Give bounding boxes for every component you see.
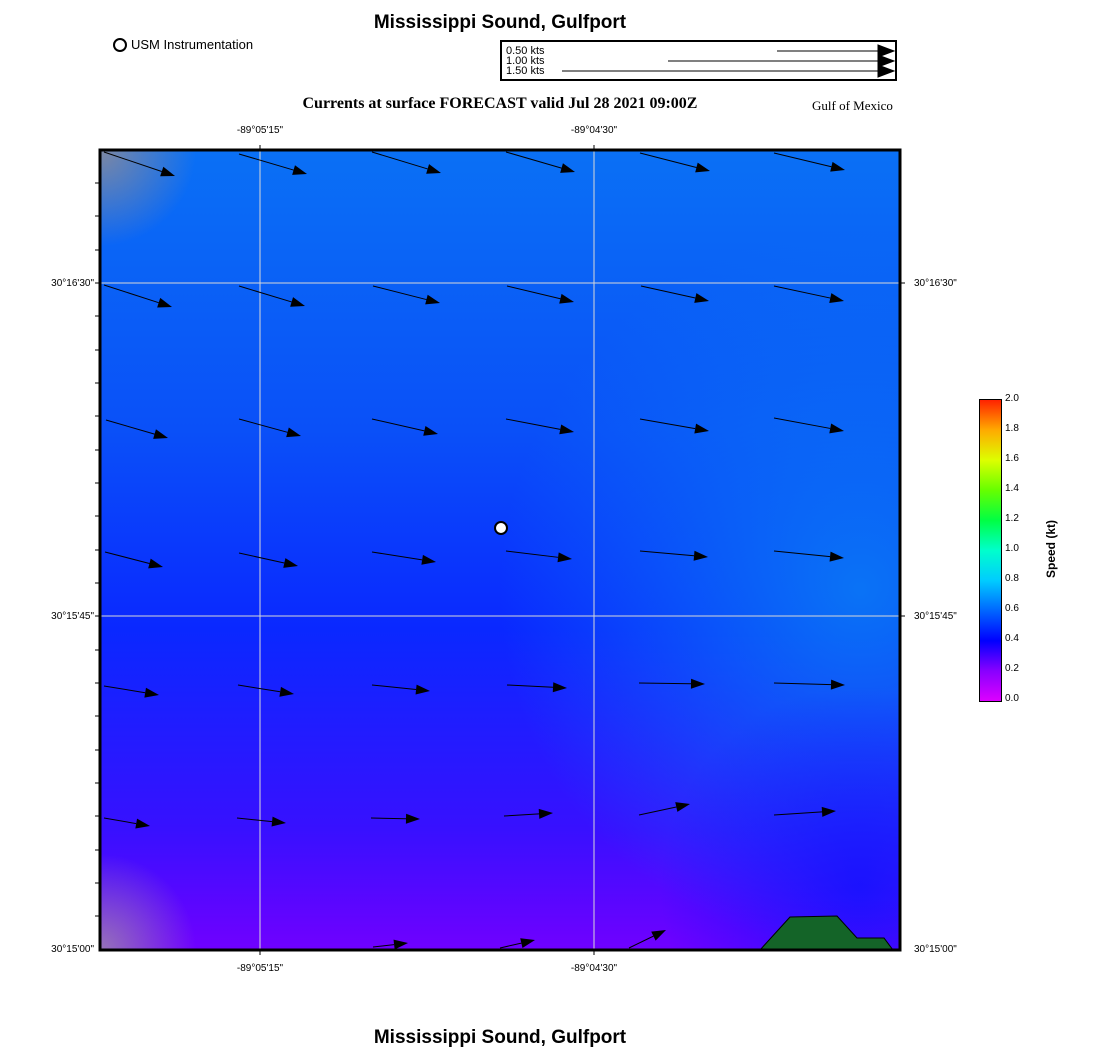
- land-mask-southwest: [100, 150, 900, 950]
- colorbar-tick-12: 1.2: [1005, 513, 1019, 524]
- colorbar-tick-20: 2.0: [1005, 393, 1019, 404]
- colorbar-tick-04: 0.4: [1005, 633, 1019, 644]
- colorbar-tick-02: 0.2: [1005, 663, 1019, 674]
- colorbar-tick-08: 0.8: [1005, 573, 1019, 584]
- usm-station-marker: [495, 522, 507, 534]
- colorbar-tick-16: 1.6: [1005, 453, 1019, 464]
- colorbar-tick-14: 1.4: [1005, 483, 1019, 494]
- lon-tick-top-0: -89°05'15": [236, 125, 284, 136]
- colorbar-tick-10: 1.0: [1005, 543, 1019, 554]
- station-legend-label: USM Instrumentation: [131, 37, 254, 52]
- reference-label-0: 0.50 kts: [506, 45, 545, 57]
- lon-tick-bottom-1: -89°04'30": [570, 963, 618, 974]
- colorbar-tick-00: 0.0: [1005, 693, 1019, 704]
- lat-tick-left-2: 30°15'00": [51, 944, 94, 955]
- reference-label-1: 1.00 kts: [506, 55, 545, 67]
- colorbar-ticks: [1001, 393, 1041, 707]
- lat-tick-left-1: 30°15'45": [51, 611, 94, 622]
- lat-tick-right-2: 30°15'00": [914, 944, 957, 955]
- reference-label-2: 1.50 kts: [506, 65, 545, 77]
- lat-tick-right-1: 30°15'45": [914, 611, 957, 622]
- colorbar-tick-06: 0.6: [1005, 603, 1019, 614]
- lon-tick-bottom-0: -89°05'15": [236, 963, 284, 974]
- lon-tick-top-1: -89°04'30": [570, 125, 618, 136]
- speed-colorbar: [979, 399, 1002, 702]
- colorbar-label: Speed (kt): [1044, 520, 1058, 579]
- map-title: Mississippi Sound, Gulfport: [373, 12, 627, 33]
- region-label: Gulf of Mexico: [812, 98, 893, 113]
- lat-tick-left-0: 30°16'30": [51, 278, 94, 289]
- colorbar-tick-18: 1.8: [1005, 423, 1019, 434]
- lat-tick-right-0: 30°16'30": [914, 278, 957, 289]
- footer-title: Mississippi Sound, Gulfport: [373, 1027, 627, 1048]
- forecast-subtitle: Currents at surface FORECAST valid Jul 28 2021 09:00Z: [302, 95, 698, 112]
